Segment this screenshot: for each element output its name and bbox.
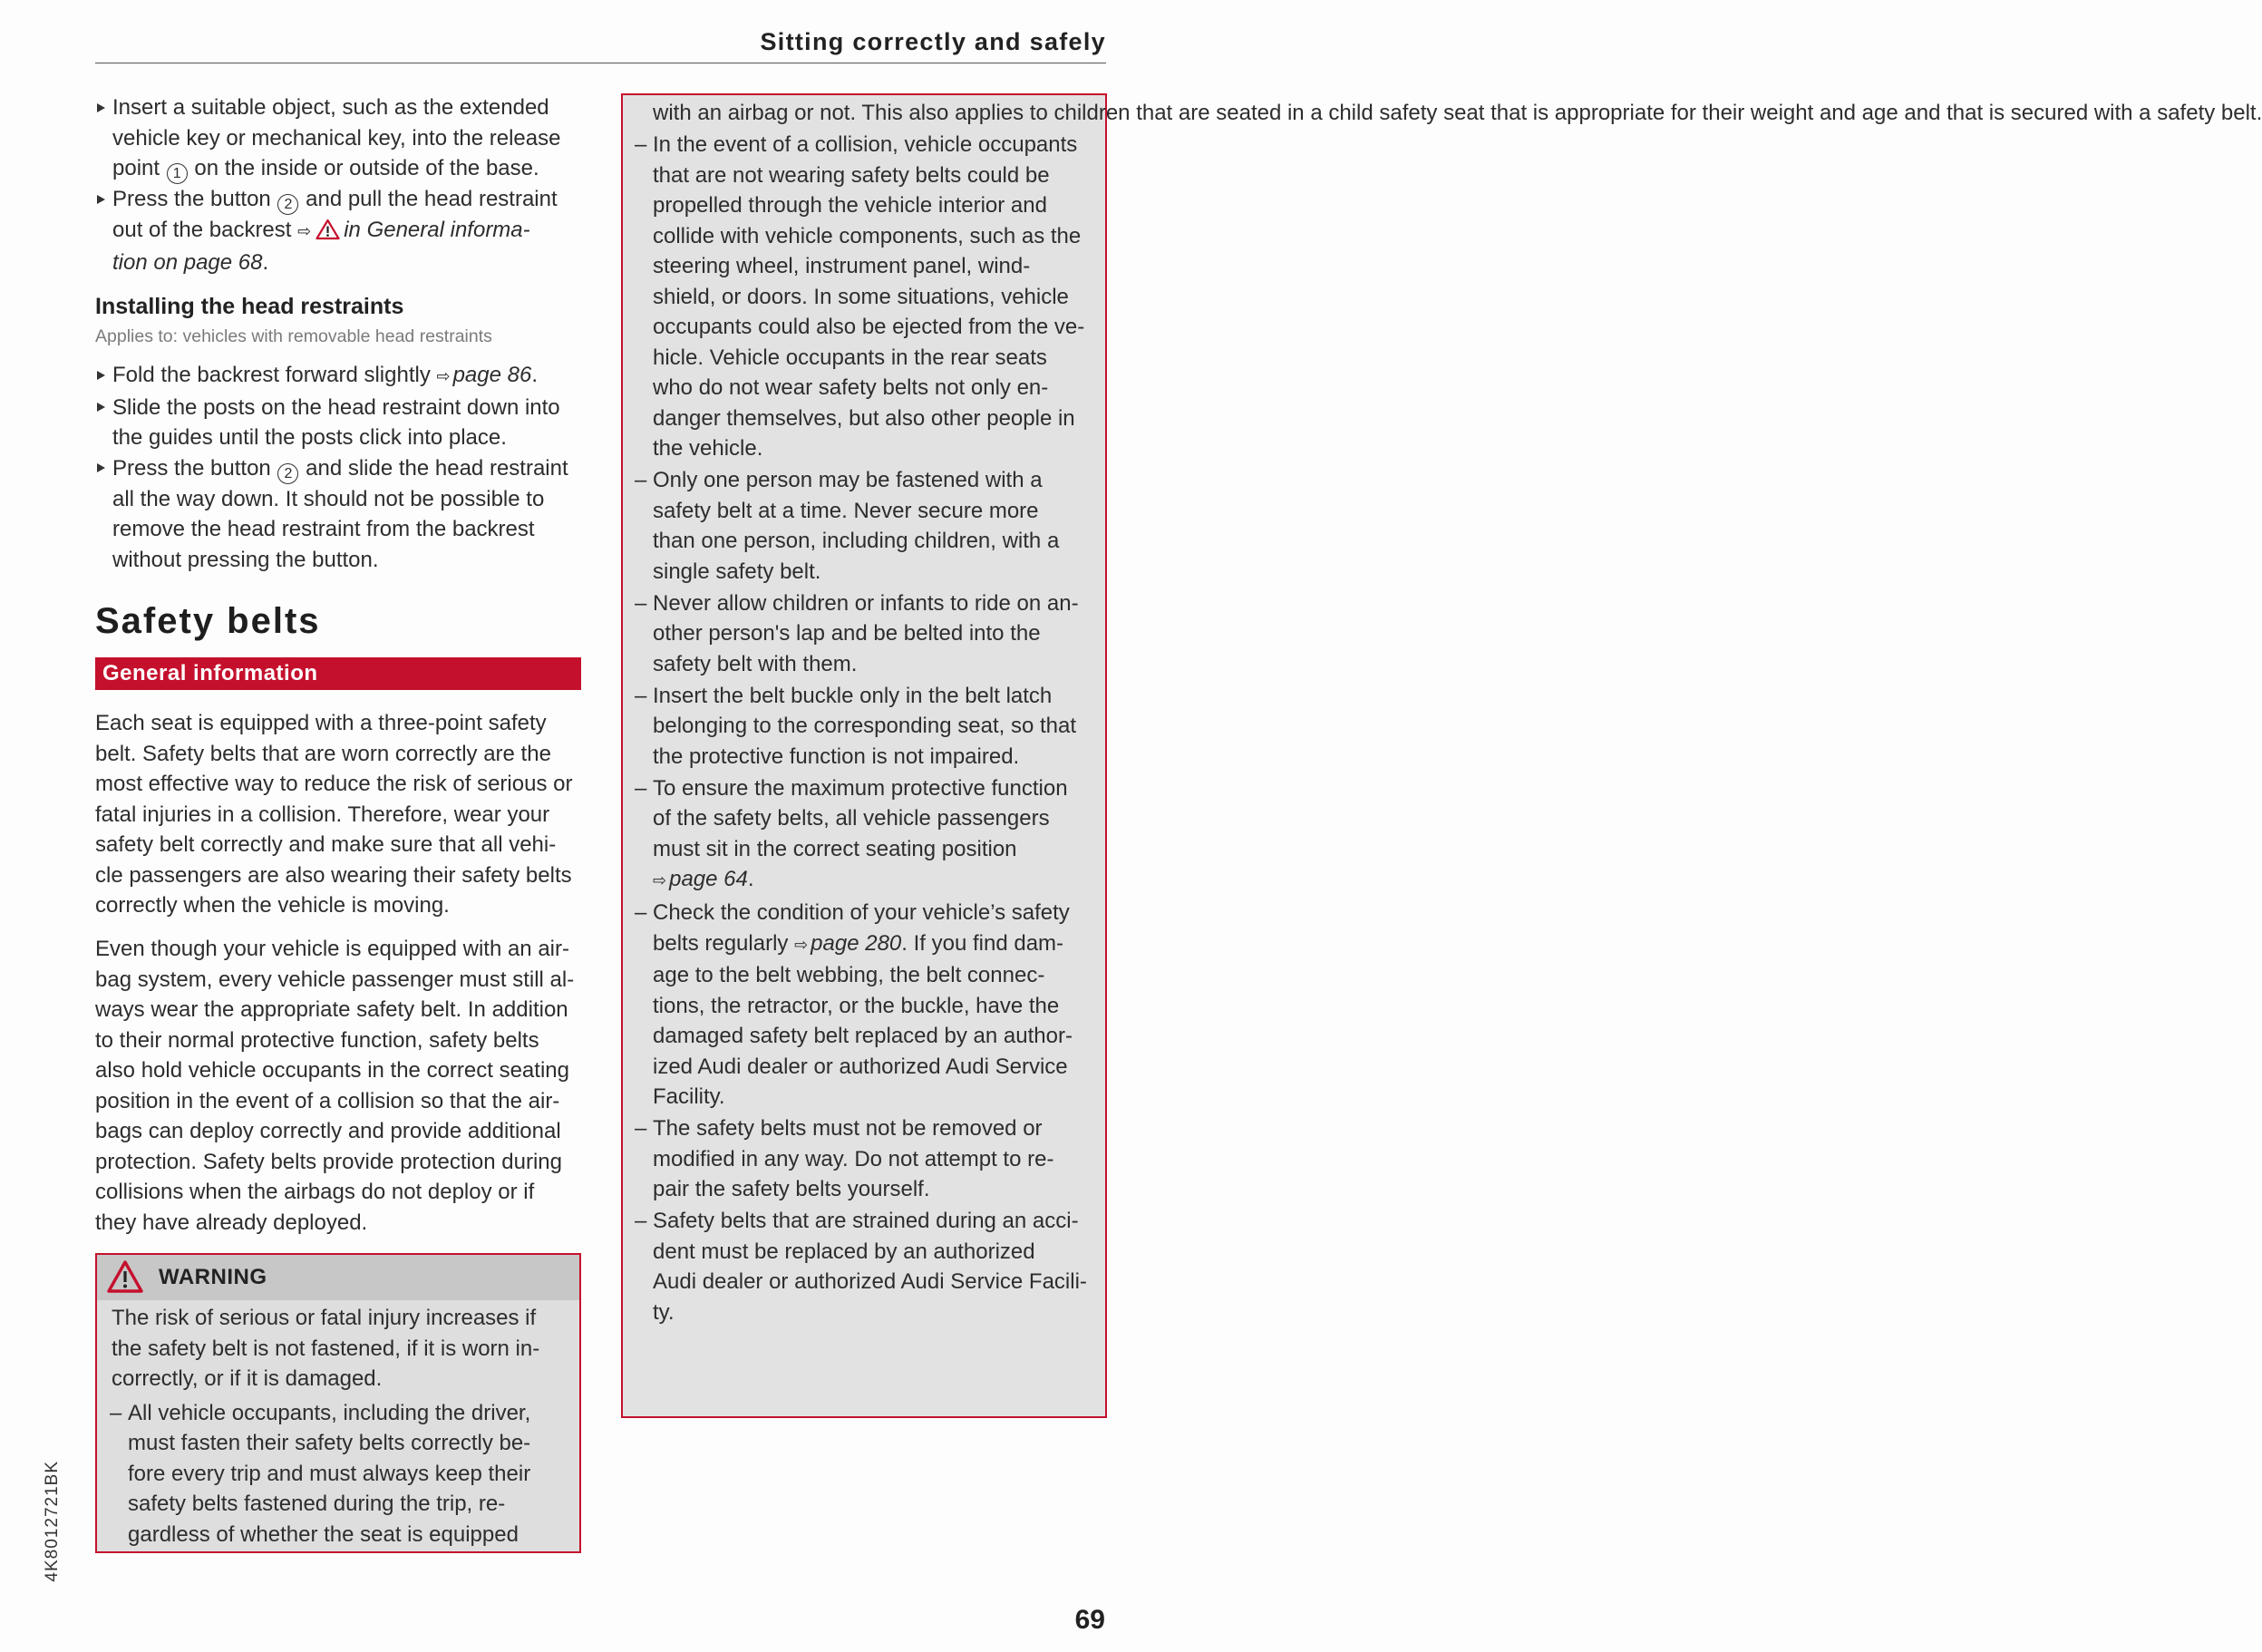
bullet-icon (97, 463, 105, 472)
reference-arrow-icon: ⇨ (297, 222, 312, 241)
warning-item-text: In the event of a collision, vehicle occupants that are not wearing safety belts could be propelled through the vehicle interior and collide with vehicle components, such as the steering wheel, instrument panel, wind- shield, or doors. In some situations, vehicle occupants could also be ejected from the ve- hicle. Vehicle occupants in the rear seats who do not wear safety belts not only en- danger themselves, but also other people in the vehicle. (653, 132, 1085, 461)
dash-marker: – (635, 590, 647, 616)
page-number: 69 (1074, 1605, 1105, 1635)
installing-steps-list (95, 360, 581, 575)
list-item (95, 184, 581, 277)
removal-steps-list (95, 92, 581, 277)
list-item (95, 360, 581, 393)
callout-number-icon: 1 (167, 163, 188, 184)
warning-box-continued (621, 93, 2262, 1418)
warning-list (110, 1396, 530, 1550)
warning-box (95, 1253, 581, 1553)
bullet-icon (97, 371, 105, 380)
step-text: and slide the head restraint all the way down. It should not be possible to remove the head restraint from the backrest without pressing the button. (112, 455, 568, 572)
step-text: Press the button (112, 187, 277, 211)
section-bar-label: General information (102, 661, 318, 685)
cross-reference: page 64 (669, 867, 748, 891)
applies-to-note: Applies to: vehicles with removable head restraints (95, 326, 492, 346)
step-text: Slide the posts on the head restraint down into the guides until the posts click into place. (112, 394, 560, 450)
reference-arrow-icon: ⇨ (794, 935, 809, 955)
reference-arrow-icon: ⇨ (653, 871, 667, 890)
warning-item-text: with an airbag or not. This also applies to children that are seated in a child safety seat that is appropriate for their weight and age and that is secured with a safety belt. (653, 101, 2262, 125)
warning-list (635, 98, 2262, 1327)
list-item (110, 1398, 530, 1550)
body-paragraph: Each seat is equipped with a three-point safety belt. Safety belts that are worn correctly are the most effective way to reduce the risk of serious or fatal injuries in a collision. Therefore, wear your safety belt correctly and make sure that all vehi- cle passengers are also wearing their safety belts correctly when the vehicle is moving. (95, 711, 573, 918)
document-code: 4K8012721BK (43, 1461, 62, 1582)
warning-label: WARNING (159, 1265, 267, 1289)
subsection-heading: Installing the head restraints (95, 294, 404, 319)
warning-item-text: To ensure the maximum protective function of the safety belts, all vehicle passengers must sit in the correct seating position (653, 775, 1068, 861)
callout-number-icon: 2 (277, 194, 298, 215)
step-text: Fold the backrest forward slightly (112, 363, 437, 387)
warning-item-text: . If you find dam- age to the belt webbing, the belt connec- tions, the retractor, or the buckle, have the damaged safety belt replaced by an author- ized Audi dealer or authorized Audi Service Facility. (653, 930, 1073, 1109)
warning-icon (106, 1259, 144, 1294)
callout-number-icon: 2 (277, 463, 298, 484)
dash-marker: – (635, 1209, 647, 1233)
step-text: on the inside or outside of the base. (188, 156, 539, 180)
step-text: . (531, 363, 539, 387)
section-bar (95, 657, 581, 690)
warning-item-text: The safety belts must not be removed or modified in any way. Do not attempt to re- pair the safety belts yourself. (653, 1116, 1054, 1201)
warning-item-text: Insert the belt buckle only in the belt latch belonging to the corresponding seat, so that the protective function is not impaired. (653, 683, 1076, 769)
bullet-icon (97, 103, 105, 112)
warning-item-text: Only one person may be fastened with a safety belt at a time. Never secure more than one person, including children, with a single safety belt. (653, 468, 1060, 584)
cross-reference: in General informa- tion on page 68 (112, 218, 530, 275)
list-item (635, 898, 2262, 1113)
step-text: . (262, 249, 269, 275)
list-item (95, 393, 581, 453)
list-item (95, 453, 581, 576)
warning-header (97, 1255, 579, 1300)
list-item (635, 1206, 2262, 1327)
dash-marker: – (635, 683, 647, 708)
step-text: and pull the head restraint out of the backrest (112, 187, 558, 242)
list-item (95, 92, 581, 184)
warning-intro: The risk of serious or fatal injury increases if the safety belt is not fastened, if it is worn in- correctly, or if it is damaged. (112, 1306, 540, 1391)
bullet-icon (97, 195, 105, 204)
warning-item-text: Safety belts that are strained during an acci- dent must be replaced by an authorized Audi dealer or authorized Audi Service Facili- ty. (653, 1209, 1087, 1325)
list-item (635, 130, 2262, 464)
dash-marker: – (635, 468, 647, 492)
warning-item-text: . (747, 867, 754, 891)
cross-reference: page 86 (452, 363, 532, 387)
cross-reference: page 280 (811, 930, 902, 956)
step-text: Insert a suitable object, such as the extended vehicle key or mechanical key, into the release point (112, 95, 561, 180)
reference-arrow-icon: ⇨ (436, 367, 451, 386)
warning-item-text: Check the condition of your vehicle’s safety belts regularly (653, 900, 1070, 956)
list-item (635, 773, 2262, 897)
bullet-icon (97, 403, 105, 412)
list-item (635, 681, 2262, 773)
warning-item-text: Never allow children or infants to ride on an- other person's lap and be belted into the safety belt with them. (653, 590, 1079, 676)
list-item (635, 465, 2262, 587)
dash-marker: – (635, 900, 647, 925)
dash-marker: – (635, 132, 647, 157)
step-text: Press the button (112, 455, 277, 481)
running-header: Sitting correctly and safely (760, 28, 1106, 55)
list-item (635, 1113, 2262, 1205)
dash-marker: – (635, 1116, 647, 1141)
body-paragraph: Even though your vehicle is equipped with an air- bag system, every vehicle passenger must still al- ways wear the appropriate safety belt. In addition to their normal protective function, safety belts also hold vehicle occupants in the correct seating position in the event of a collision so that the air- bags can deploy correctly and provide additional protection. Safety belts provide protection during collisions when the airbags do not deploy or if they have already deployed. (95, 937, 575, 1235)
warning-icon (316, 219, 340, 240)
dash-marker: – (110, 1400, 122, 1425)
list-item (635, 588, 2262, 680)
warning-item-text: All vehicle occupants, including the driver, must fasten their safety belts correctly be- fore every trip and must always keep their safety belts fastened during the trip, re- gardless of whether the seat is equipped (128, 1400, 531, 1547)
section-title: Safety belts (95, 601, 321, 641)
dash-marker: – (635, 775, 647, 801)
